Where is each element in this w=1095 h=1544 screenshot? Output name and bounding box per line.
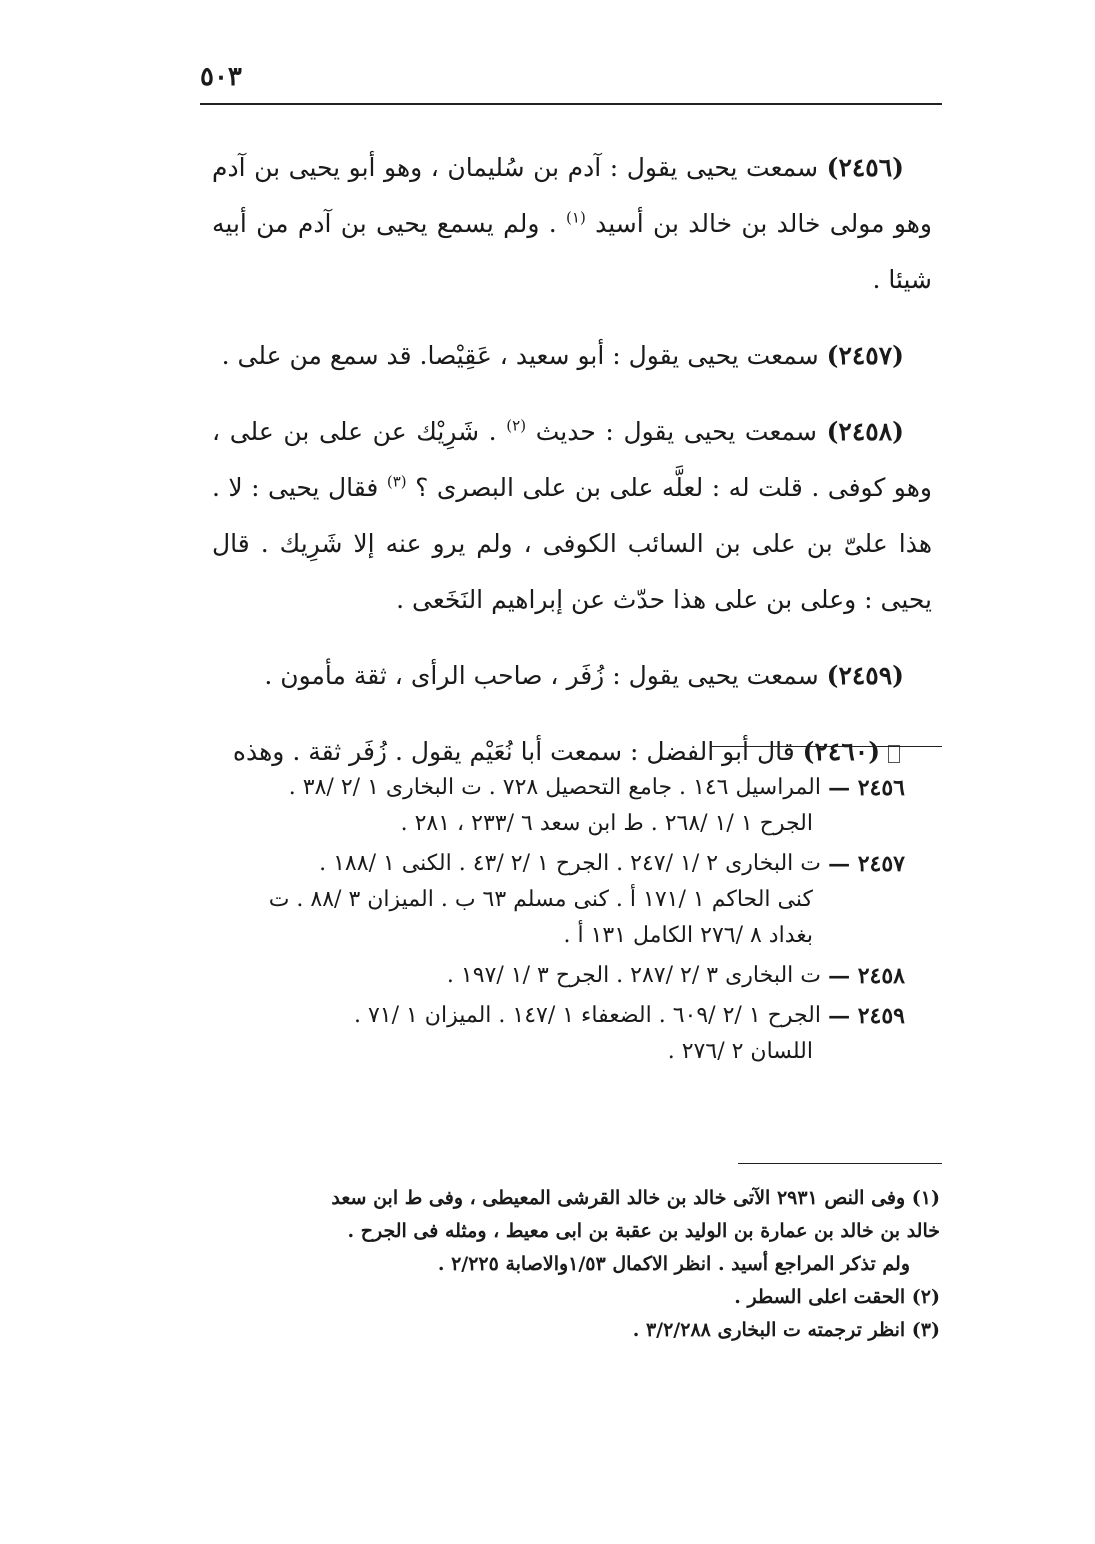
bookmark-icon: [888, 745, 900, 763]
page-number: ٥٠٣: [200, 62, 242, 92]
reference-number: ٢٤٥٦ —: [828, 775, 905, 801]
footnote-line: خالد بن خالد بن عمارة بن الوليد بن عقبة بن ابى معيط ، ومثله فى الجرح .: [347, 1220, 940, 1242]
entry-number: (٢٤٦٠): [802, 737, 881, 766]
entry-number: (٢٤٥٦): [826, 153, 905, 182]
footnote-line: (٣) انظر ترجمته ت البخارى ٣/٢/٢٨٨ .: [632, 1319, 940, 1341]
entry-number: (٢٤٥٧): [826, 341, 904, 370]
entry-2458: [212, 404, 932, 628]
reference-number: ٢٤٥٧ —: [828, 851, 905, 877]
entry-number: (٢٤٥٨): [826, 417, 904, 446]
reference-line: كنى الحاكم ١ /١٧١ أ . كنى مسلم ٦٣ ب . الميزان ٣ /٨٨ . ت: [268, 887, 813, 912]
footnotes-rule: [738, 1163, 942, 1164]
entry-number: (٢٤٥٩): [826, 661, 904, 690]
entry-text: سمعت يحيى يقول : أبو سعيد ، عَقِيْصا. قد سمع من على .: [221, 341, 819, 370]
reference-line: المراسيل ١٤٦ . جامع التحصيل ٧٢٨ . ت البخارى ١ /٢ /٣٨ .: [288, 775, 821, 800]
reference-line: الجرح ١ /٢ /٦٠٩ . الضعفاء ١ /١٤٧ . الميزان ١ /٧١ .: [353, 1003, 821, 1028]
reference-line: ت البخارى ٣ /٢ /٢٨٧ . الجرح ٣ /١ /١٩٧ .: [446, 963, 821, 988]
reference-line: الجرح ١ /١ /٢٦٨ . ط ابن سعد ٦ /٢٣٣ ، ٢٨١ .: [400, 811, 813, 836]
reference-number: ٢٤٥٩ —: [828, 1003, 905, 1029]
reference-line: ت البخارى ٢ /١ /٢٤٧ . الجرح ١ /٢ /٤٣ . الكنى ١ /١٨٨ .: [319, 851, 821, 876]
reference-line: بغداد ٨ /٢٧٦ الكامل ١٣١ أ .: [563, 923, 813, 948]
footnotes: [205, 1182, 940, 1347]
footnote-marker: (٣): [386, 472, 407, 491]
reference-2459: [205, 998, 905, 1070]
reference-line: اللسان ٢ /٢٧٦ .: [667, 1039, 813, 1064]
entry-text-continued: . ولم يسمع يحيى بن آدم من أبيه شيئا .: [212, 209, 932, 294]
footnote-line: (٢) الحقت اعلى السطر .: [734, 1286, 940, 1308]
entry-2459: [212, 648, 932, 704]
footnote-marker: (١): [566, 208, 586, 227]
references: [205, 770, 905, 1074]
entry-2456: [212, 140, 932, 308]
entry-2457: [212, 328, 932, 384]
reference-2456: [205, 770, 905, 842]
footnote-line: (١) وفى النص ٢٩٣١ الآتى خالد بن خالد القرشى المعيطى ، وفى ط ابن سعد: [331, 1187, 940, 1209]
reference-2458: [205, 958, 905, 994]
reference-2457: [205, 846, 905, 954]
entry-text: قال أبو الفضل : سمعت أبا نُعَيْم يقول . زُفَر ثقة . وهذه: [232, 737, 795, 766]
entry-text-continued: فقال يحيى : لا . هذا علىّ بن على بن السائب الكوفى ، ولم يرو عنه إلا شَرِيك . قال يحيى : وعلى بن على هذا حدّث عن إبراهيم النَخَعى .: [212, 473, 932, 614]
entry-text: سمعت يحيى يقول : زُفَر ، صاحب الرأى ، ثقة مأمون .: [264, 661, 819, 690]
main-text: [212, 140, 932, 800]
header-rule: [200, 103, 942, 105]
footnote-marker: (٢): [506, 416, 527, 435]
footnote-line: ولم تذكر المراجع أسيد . انظر الاكمال ١/٥٣والاصابة ٢/٢٢٥ .: [437, 1253, 910, 1275]
entry-text: سمعت يحيى يقول : آدم بن سُليمان ، وهو أبو يحيى بن آدم وهو مولى خالد بن خالد بن أسيد: [212, 153, 933, 238]
reference-number: ٢٤٥٨ —: [828, 963, 905, 989]
entry-text: سمعت يحيى يقول : حديث: [535, 417, 817, 446]
references-rule: [710, 746, 942, 747]
entry-text-continued: . شَرِيْك عن على بن على ، وهو كوفى . قلت له : لعلَّه على بن على البصرى ؟: [212, 417, 932, 502]
